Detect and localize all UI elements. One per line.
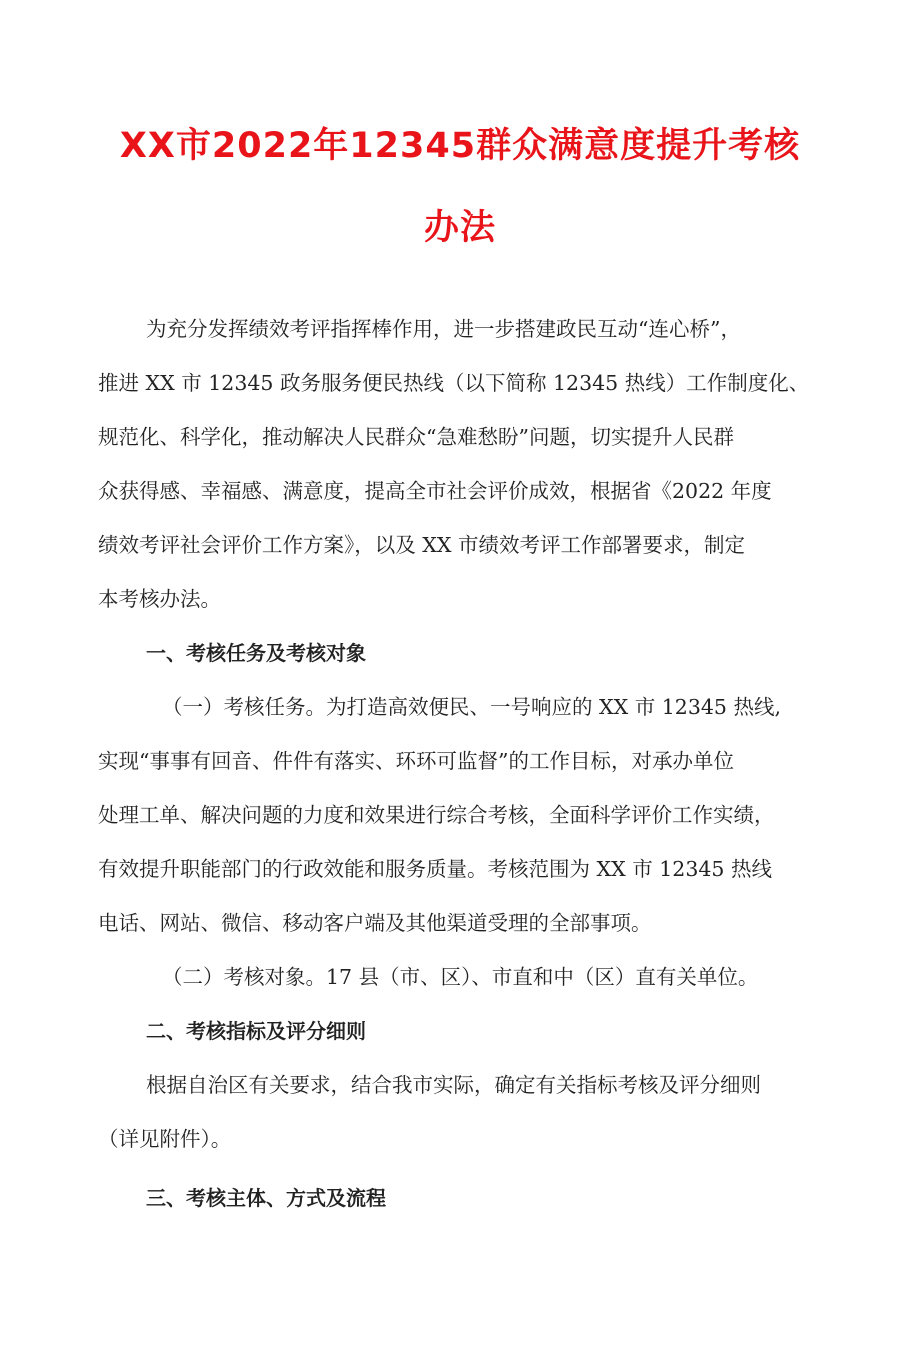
intro-line: 为充分发挥绩效考评指挥棒作用，进一步搭建政民互动“连心桥”， [146, 317, 741, 341]
section-1-heading: 一、考核任务及考核对象 [146, 641, 366, 665]
target-line: （二）考核对象。17 县（市、区）、市直和中（区）直有关单位。 [162, 965, 759, 989]
section-3-heading: 三、考核主体、方式及流程 [146, 1186, 386, 1210]
document-body [98, 302, 838, 1225]
task-line: （一）考核任务。为打造高效便民、一号响应的 XX 市 12345 热线, [162, 695, 781, 719]
intro-line: 规范化、科学化，推动解决人民群众“急难愁盼”问题，切实提升人民群 [98, 425, 734, 449]
intro-line: 众获得感、幸福感、满意度，提高全市社会评价成效，根据省《2022 年度 [98, 479, 772, 503]
section-2-heading: 二、考核指标及评分细则 [146, 1019, 366, 1043]
document-title-line-1: XX市2022年12345群众满意度提升考核 [119, 126, 801, 166]
task-line: 实现“事事有回音、件件有落实、环环可监督”的工作目标，对承办单位 [98, 749, 734, 773]
intro-line: 本考核办法。 [98, 587, 221, 611]
document-title-line-2: 办法 [423, 208, 496, 248]
task-line: 处理工单、解决问题的力度和效果进行综合考核，全面科学评价工作实绩， [98, 803, 775, 827]
intro-line: 推进 XX 市 12345 政务服务便民热线（以下简称 12345 热线）工作制度化、 [98, 371, 810, 395]
intro-line: 绩效考评社会评价工作方案》，以及 XX 市绩效考评工作部署要求，制定 [98, 533, 745, 557]
task-line: 电话、网站、微信、移动客户端及其他渠道受理的全部事项。 [98, 911, 652, 935]
task-line: 有效提升职能部门的行政效能和服务质量。考核范围为 XX 市 12345 热线 [98, 857, 772, 881]
section-2-line: （详见附件）。 [98, 1127, 232, 1151]
section-2-line: 根据自治区有关要求，结合我市实际，确定有关指标考核及评分细则 [146, 1073, 761, 1097]
